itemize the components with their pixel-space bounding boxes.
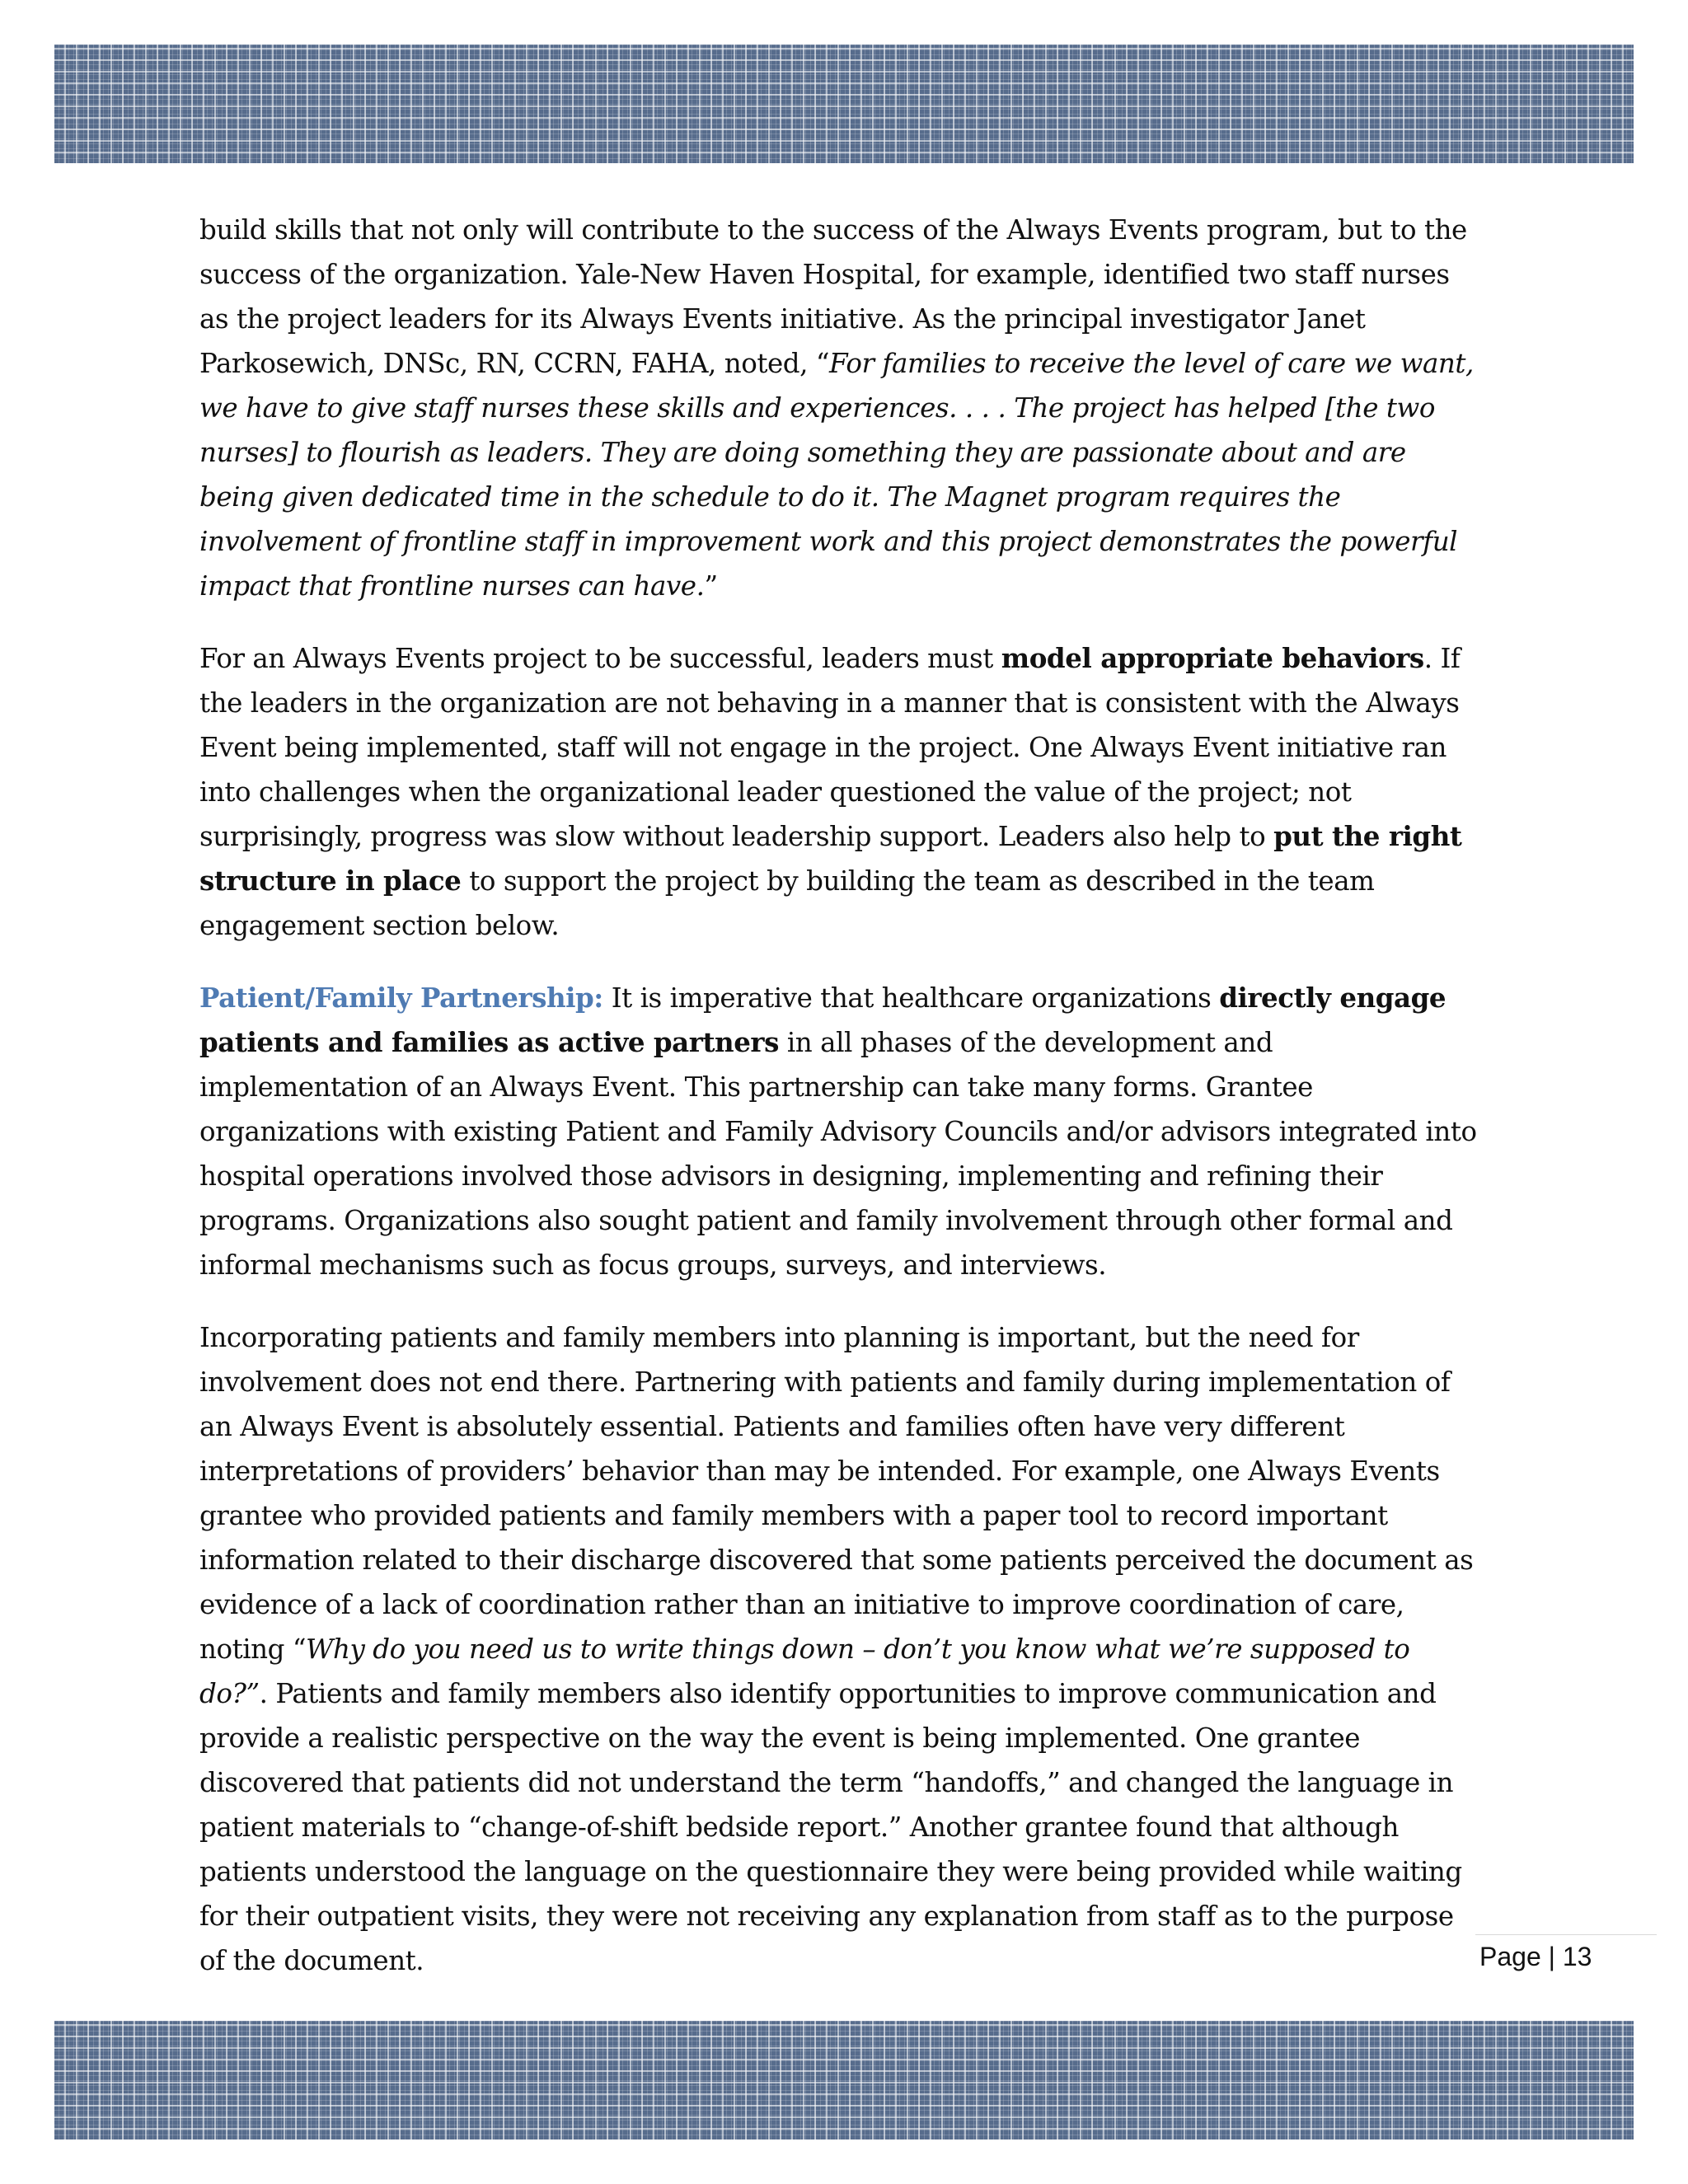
paragraph-text: . If the leaders in the organization are not behaving in a manner that is consistent with the Always Event being implemented, staff will not engage in the project. One Always Event initiative ran into challenges when the organizational leader questioned the value of the project; not surprisingly, progress was slow without leadership support. Leaders also help to xyxy=(199,643,1461,852)
paragraph-incorporating-patients xyxy=(199,1315,1485,1983)
page-label: Page xyxy=(1479,1942,1541,1971)
page-number xyxy=(1479,1940,1592,1973)
paragraph-leadership-skills xyxy=(199,208,1485,608)
paragraph-text: build skills that not only will contribute to the success of the Always Events program, but to the success of the organization. Yale-New Haven Hospital, for example, identified two staff nurses as the project leaders for its Always Events initiative. As the principal investigator Janet Parkosewich, DNSc, RN, CCRN, FAHA, noted, “ xyxy=(199,214,1467,379)
page-number-value: 13 xyxy=(1562,1942,1592,1971)
header-pattern-band xyxy=(54,45,1634,163)
yale-quote: For families to receive the level of care we want, we have to give staff nurses these skills and experiences. . . . The project has helped [the two nurses] to flourish as leaders. They are doing something they are passionate about and are being given dedicated time in the schedule to do it. The Magnet program requires the involvement of frontline staff in improvement work and this project demonstrates the powerful impact that frontline nurses can have. xyxy=(199,348,1474,602)
paragraph-text: For an Always Events project to be successful, leaders must xyxy=(199,643,1001,674)
paragraph-patient-family-partnership xyxy=(199,976,1485,1287)
paragraph-text: ” xyxy=(704,570,718,602)
emphasis-model-behaviors: model appropriate behaviors xyxy=(1001,642,1424,674)
footer-pattern-band xyxy=(54,2021,1634,2139)
paragraph-model-behaviors xyxy=(199,636,1485,948)
emphasis-directly-engage: directly engage patients and families as active partners xyxy=(199,982,1447,1058)
paragraph-text: in all phases of the development and implementation of an Always Event. This partnership can take many forms. Grantee organizations with existing Patient and Family Advisory Councils and/or advisors integrated into hospital operations involved those advisors in designing, implementing and refining their programs. Organizations also sought patient and family involvement through other formal and informal mechanisms such as focus groups, surveys, and interviews. xyxy=(199,1027,1477,1281)
emphasis-right-structure: put the right structure in place xyxy=(199,820,1462,897)
page-number-rule xyxy=(1475,1934,1657,1935)
paragraph-text: Incorporating patients and family members into planning is important, but the need for involvement does not end there. Partnering with patients and family during implementation of an Always Event is absolutely essential. Patients and families often have very different interpretations of providers’ behavior than may be intended. For example, one Always Events grantee who provided patients and family members with a paper tool to record important information related to their discharge discovered that some patients perceived the document as evidence of a lack of coordination rather than an initiative to improve coordination of care, noting “ xyxy=(199,1322,1474,1665)
paragraph-text: . Patients and family members also identify opportunities to improve communication and provide a realistic perspective on the way the event is being implemented. One grantee discovered that patients did not understand the term “handoffs,” and changed the language in patient materials to “change-of-shift bedside report.” Another grantee found that although patients understood the language on the questionnaire they were being provided while waiting for their outpatient visits, they were not receiving any explanation from staff as to the purpose of the document. xyxy=(199,1678,1462,1976)
page-separator: | xyxy=(1548,1942,1555,1971)
paragraph-text: It is imperative that healthcare organizations xyxy=(603,982,1220,1014)
paragraph-text: to support the project by building the team as described in the team engagement section below. xyxy=(199,865,1375,941)
section-heading-patient-family-partnership: Patient/Family Partnership: xyxy=(199,982,603,1014)
patient-quote: Why do you need us to write things down – don’t you know what we’re supposed to do?” xyxy=(199,1633,1410,1709)
document-body xyxy=(199,208,1485,1983)
